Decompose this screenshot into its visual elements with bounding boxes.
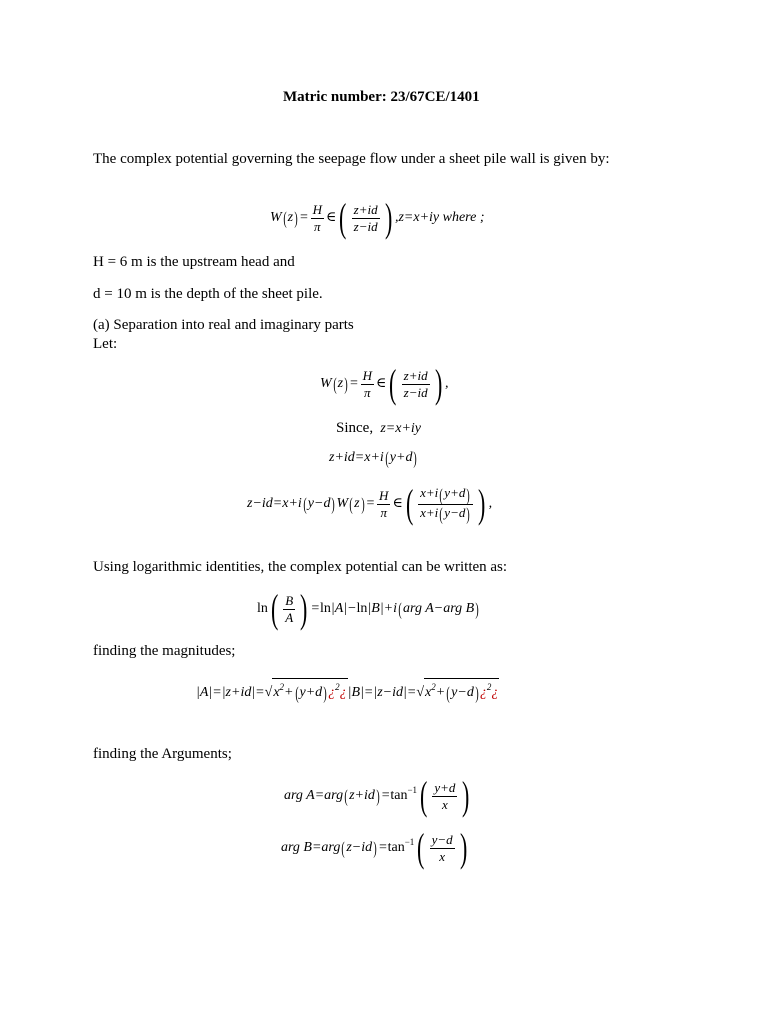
equation-let-potential: W(z)= $\frac{H}{\pi}$ ∈( $\frac{z+id}{z-id}$ ) ,: [320, 361, 449, 406]
head-definition: H = 6 m is the upstream head and: [93, 254, 295, 270]
equation-arg-b: arg $B=arg(z-id)=\tan^{-1}$( $\frac{y-d}{x}$ ): [281, 825, 468, 870]
arguments-label: finding the Arguments;: [93, 746, 232, 762]
intro-paragraph: The complex potential governing the seepage flow under a sheet pile wall is given by:: [93, 151, 610, 167]
equation-z-plus-id: z+id=x+i(y+d): [329, 448, 418, 468]
equation-arg-a: arg $A=arg(z+id)=\tan^{-1}$( $\frac{y+d}{x}$ ): [284, 773, 470, 818]
matric-number-title: Matric number: 23/67CE/1401: [283, 89, 480, 105]
since-label: Since,: [336, 420, 374, 436]
log-identity-intro: Using logarithmic identities, the complex potential can be written as:: [93, 559, 508, 575]
equation-z-minus-id: z−id=x+i(y−d)W(z)= $\frac{H}{\pi}$ ∈( $\frac{x+i(y+d)}{x+i(y-d)}$ ) ,: [247, 481, 493, 526]
depth-definition: d = 10 m is the depth of the sheet pile.: [93, 286, 323, 302]
since-line: Since, z=x+iy: [336, 420, 421, 436]
equation-magnitudes: $|A|=|z+id|=√x^2+(y+d)¿^2¿|B|=|z-id|=√x^2+(y-d)¿^2¿$: [196, 678, 499, 702]
equation-log-identity: ln( $\frac{B}{A}$ ) =ln|A|−ln|B|+i(arg A−arg B): [257, 586, 479, 631]
section-a-heading: (a) Separation into real and imaginary parts: [93, 317, 354, 333]
equation-complex-potential: W(z)= $\frac{H}{\pi}$ ∈( $\frac{z+id}{z-id}$ ) ,z=x+iy where ;: [270, 195, 485, 240]
let-label: Let:: [93, 336, 118, 352]
where-text: where ;: [442, 210, 485, 226]
magnitudes-label: finding the magnitudes;: [93, 643, 236, 659]
